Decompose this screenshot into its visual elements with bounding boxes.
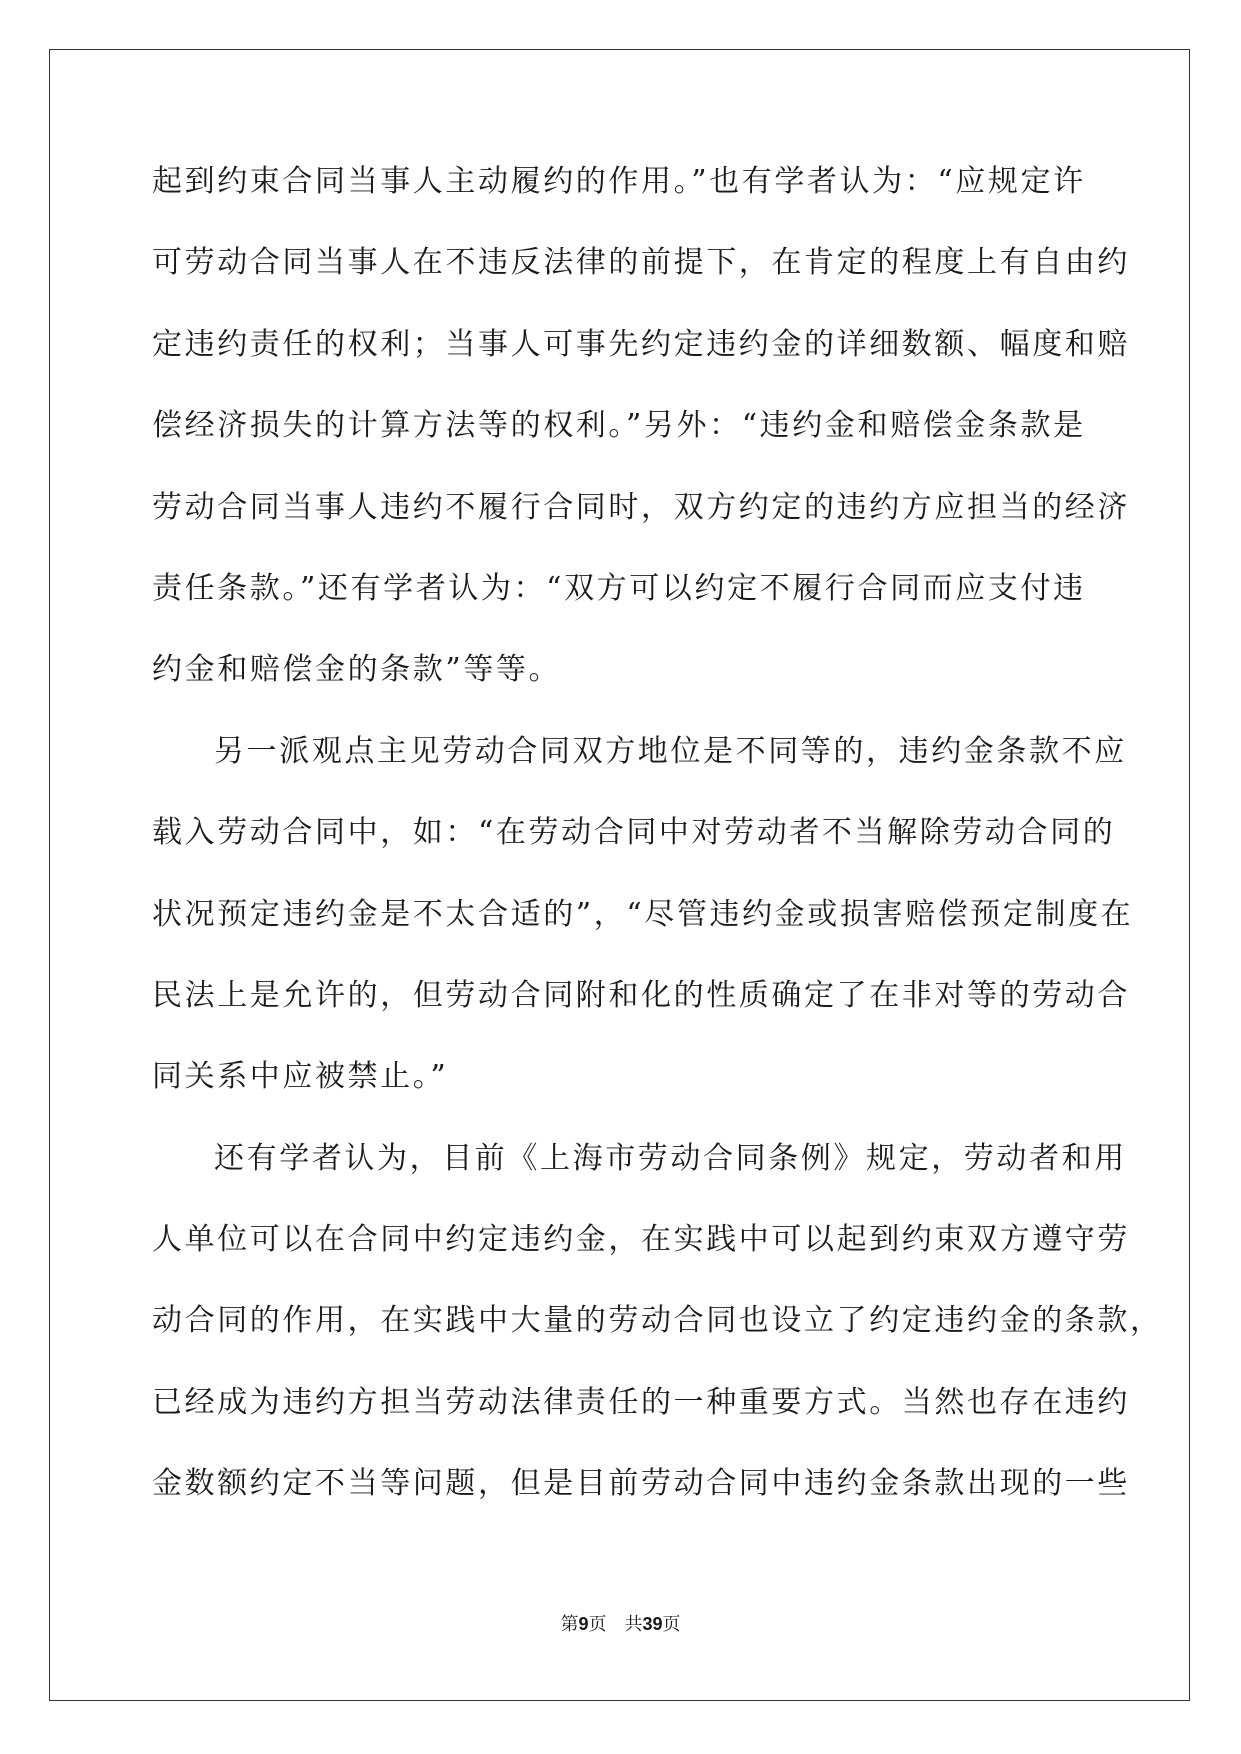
text-line: 民法上是允许的，但劳动合同附和化的性质确定了在非对等的劳动合 — [152, 977, 1130, 1013]
text-line: 责任条款。”还有学者认为：“双方可以约定不履行合同而应支付违 — [152, 570, 1086, 606]
text-line: 定违约责任的权利；当事人可事先约定违约金的详细数额、幅度和赔 — [152, 326, 1130, 362]
text-line: 载入劳动合同中，如：“在劳动合同中对劳动者不当解除劳动合同的 — [152, 815, 1116, 851]
document-body — [152, 158, 1163, 1542]
text-line: 约金和赔偿金的条款”等等。 — [152, 652, 562, 688]
page-suffix: 页 — [588, 1614, 607, 1635]
text-line: 已经成为违约方担当劳动法律责任的一种重要方式。当然也存在违约 — [152, 1384, 1130, 1420]
text-line: 同关系中应被禁止。” — [152, 1059, 449, 1095]
text-line: 动合同的作用，在实践中大量的劳动合同也设立了约定违约金的条款， — [152, 1303, 1163, 1339]
total-suffix: 页 — [662, 1614, 681, 1635]
text-line: 劳动合同当事人违约不履行合同时，双方约定的违约方应担当的经济 — [152, 489, 1130, 525]
text-line: 偿经济损失的计算方法等的权利。”另外：“违约金和赔偿金条款是 — [152, 408, 1086, 444]
text-line: 起到约束合同当事人主动履约的作用。”也有学者认为：“应规定许 — [152, 164, 1086, 199]
page-footer — [0, 1612, 1241, 1637]
text-line: 状况预定违约金是不太合适的”，“尽管违约金或损害赔偿预定制度在 — [152, 896, 1134, 932]
text-line: 可劳动合同当事人在不违反法律的前提下，在肯定的程度上有自由约 — [152, 245, 1130, 281]
total-pages: 39 — [642, 1614, 663, 1634]
page-prefix: 第 — [560, 1614, 579, 1635]
page-number: 9 — [578, 1614, 589, 1634]
paragraph-first-line: 还有学者认为，目前《上海市劳动合同条例》规定，劳动者和用 — [214, 1140, 1127, 1176]
total-prefix: 共 — [624, 1614, 643, 1635]
text-line: 人单位可以在合同中约定违约金，在实践中可以起到约束双方遵守劳 — [152, 1222, 1130, 1258]
text-line: 金数额约定不当等问题，但是目前劳动合同中违约金条款出现的一些 — [152, 1466, 1130, 1502]
paragraph-first-line: 另一派观点主见劳动合同双方地位是不同等的，违约金条款不应 — [214, 733, 1127, 769]
